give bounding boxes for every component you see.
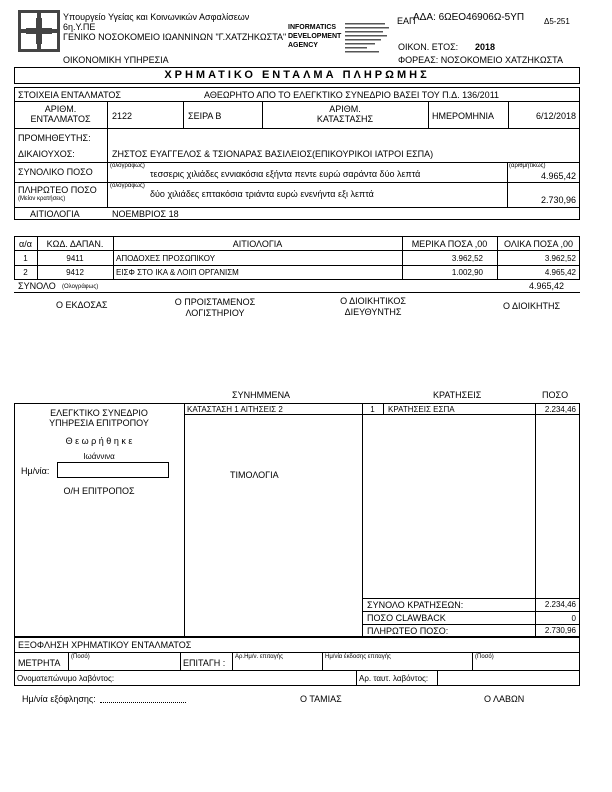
- fiscal-year: 2018: [475, 42, 496, 52]
- audit-court: ΕΛΕΓΚΤΙΚΟ ΣΥΝΕΔΡΙΟ: [50, 408, 148, 418]
- payment-date-label: Ημ/νία εξόφλησης:: [22, 694, 96, 704]
- fiscal-year-label: ΟΙΚΟΝ. ΕΤΟΣ:: [398, 42, 459, 52]
- total-words-caption: (ολογράφως): [110, 163, 145, 169]
- row-number: 2: [23, 268, 28, 277]
- status-no-label-2: ΚΑΤΑΣΤΑΣΗΣ: [316, 114, 374, 124]
- audit-note: ΑΘΕΩΡΗΤΟ ΑΠΟ ΤΟ ΕΛΕΓΚΤΙΚΟ ΣΥΝΕΔΡΙΟ ΒΑΣΕΙ ΤΟΥ Π.Δ. 136/2011: [204, 90, 500, 100]
- cheque-date-field[interactable]: Ημ/νία έκδοσης επιταγής: [325, 654, 391, 660]
- deduction-label: ΚΡΑΤΗΣΕΙΣ ΕΣΠΑ: [388, 405, 455, 414]
- receiver-signature: Ο ΛΑΒΩΝ: [484, 694, 525, 704]
- cash-label: ΜΕΤΡΗΤΑ: [18, 658, 61, 668]
- col-header-code: ΚΩΔ. ΔΑΠΑΝ.: [46, 239, 104, 249]
- accounting-head-signature-2: ΛΟΓΙΣΤΗΡΙΟΥ: [185, 308, 245, 318]
- total-amount-label: ΣΥΝΟΛΙΚΟ ΠΟΣΟ: [18, 167, 93, 177]
- commissioner-signature: Ο/Η ΕΠΙΤΡΟΠΟΣ: [63, 486, 135, 496]
- col-header-partial: ΜΕΡΙΚΑ ΠΟΣΑ ,00: [411, 239, 488, 249]
- issuer-signature: Ο ΕΚΔΟΣΑΣ: [56, 300, 108, 310]
- amount-header: ΠΟΣΟ: [542, 390, 569, 400]
- status-no-label: ΑΡΙΘΜ.: [329, 104, 361, 114]
- sum-value: 4.965,42: [528, 281, 564, 291]
- attachment-item: ΚΑΤΑΣΤΑΣΗ 1 ΑΙΤΗΣΕΙΣ 2: [187, 405, 283, 414]
- date-label: ΗΜΕΡΟΜΗΝΙΑ: [432, 111, 495, 121]
- receiver-name-label: Ονοματεπώνυμο λαβόντος:: [17, 674, 115, 683]
- row-description: ΑΠΟΔΟΧΕΣ ΠΡΟΣΩΠΙΚΟΥ: [116, 254, 216, 263]
- sum-label: ΣΥΝΟΛΟ: [18, 281, 56, 291]
- row-total: 3.962,52: [544, 254, 576, 263]
- checked-stamp: Θ ε ω ρ ή θ η κ ε: [65, 436, 133, 446]
- reason-label: ΑΙΤΙΟΛΟΓΙΑ: [30, 209, 80, 219]
- commissioner-service: ΥΠΗΡΕΣΙΑ ΕΠΙΤΡΟΠΟΥ: [49, 418, 149, 428]
- col-header-reason: ΑΙΤΙΟΛΟΓΙΑ: [232, 239, 283, 249]
- row-partial: 1.002,90: [451, 268, 483, 277]
- payable-amount-words: δύο χιλιάδες επτακόσια τριάντα ευρώ ενενήντα εξι λεπτά: [150, 189, 374, 199]
- reason-value: ΝΟΕΜΒΡΙΟΣ 18: [112, 209, 179, 219]
- governor-signature: Ο ΔΙΟΙΚΗΤΗΣ: [503, 301, 561, 311]
- warrant-no-label: ΑΡΙΘΜ.: [44, 104, 77, 114]
- total-amount-words: τεσσερις χιλιάδες εννιακόσια εξήντα πεντε ευρώ σαράντα δύο λεπτά: [150, 169, 421, 179]
- ada-number: ΑΔΑ: 6ΩΕΟ46906Ω-5ΥΠ: [413, 12, 525, 23]
- deduction-number: 1: [370, 405, 375, 414]
- total-amount-number: 4.965,42: [540, 171, 576, 181]
- col-header-no: α/α: [19, 239, 32, 249]
- settlement-header: ΕΞΟΦΛΗΣΗ ΧΡΗΜΑΤΙΚΟΥ ΕΝΤΑΛΜΑΤΟΣ: [18, 640, 192, 650]
- attachments-header: ΣΥΝΗΜΜΕΝΑ: [232, 390, 291, 400]
- date-field[interactable]: [57, 462, 169, 478]
- row-code: 9411: [66, 254, 84, 263]
- payable-sub-label: (Μείον κρατήσεις): [18, 196, 66, 202]
- admin-director-signature: Ο ΔΙΟΙΚΗΤΙΚΟΣ: [340, 296, 406, 306]
- form-code: Δ5-251: [544, 17, 570, 26]
- agency-logo-text: INFORMATICS DEVELOPMENT AGENCY: [288, 24, 342, 49]
- final-payable-label: ΠΛΗΡΩΤΕΟ ΠΟΣΟ:: [367, 626, 449, 636]
- accounting-head-signature: Ο ΠΡΟΙΣΤΑΜΕΝΟΣ: [174, 297, 256, 307]
- ministry-name: Υπουργείο Υγείας και Κοινωνικών Ασφαλίσεων: [63, 12, 250, 22]
- total-numbers-caption: (αριθμητικώς): [509, 163, 546, 169]
- total-deductions: 2.234,46: [544, 600, 576, 609]
- hospital-name: ΓΕΝΙΚΟ ΝΟΣΟΚΟΜΕΙΟ ΙΩΑΝΝΙΝΩΝ "Γ.ΧΑΤΖΗΚΩΣΤΑ": [63, 32, 287, 42]
- series-label: ΣΕΙΡΑ Β: [188, 111, 222, 121]
- body-label: ΦΟΡΕΑΣ: ΝΟΣΟΚΟΜΕΙΟ ΧΑΤΖΗΚΩΣΤΑ: [398, 55, 564, 65]
- agency-fine-print: [345, 22, 390, 56]
- final-payable-amount: 2.730,96: [544, 626, 576, 635]
- clawback-label: ΠΟΣΟ CLAWBACK: [367, 613, 446, 623]
- cheque-amount-field[interactable]: (Ποσό): [475, 654, 494, 660]
- sum-sub-label: (Ολογράφως): [62, 284, 99, 290]
- date-field-label: Ημ/νία:: [21, 466, 50, 476]
- payable-amount-number: 2.730,96: [540, 195, 576, 205]
- cash-amount-field[interactable]: (Ποσό): [71, 654, 90, 660]
- row-total: 4.965,42: [544, 268, 576, 277]
- region-name: 6η.Υ.ΠΕ: [63, 22, 96, 32]
- warrant-number: 2122: [112, 111, 133, 121]
- deductions-header: ΚΡΑΤΗΣΕΙΣ: [433, 390, 482, 400]
- receiver-id-label: Αρ. ταυτ. λαβόντος:: [359, 674, 429, 683]
- details-section-label: ΣΤΟΙΧΕΙΑ ΕΝΤΑΛΜΑΤΟΣ: [18, 90, 121, 100]
- warrant-no-label-2: ΕΝΤΑΛΜΑΤΟΣ: [30, 114, 91, 124]
- row-number: 1: [23, 254, 28, 263]
- col-header-total: ΟΛΙΚΑ ΠΟΣΑ ,00: [504, 239, 573, 249]
- payable-words-caption: (ολογράφως): [110, 183, 145, 189]
- cheque-number-field[interactable]: Αρ.Ημ/ν. επιταγής: [235, 654, 284, 660]
- hospital-logo: [18, 10, 60, 52]
- payable-amount-label: ΠΛΗΡΩΤΕΟ ΠΟΣΟ: [18, 185, 97, 195]
- document-title: ΧΡΗΜΑΤΙΚΟ ΕΝΤΑΛΜΑ ΠΛΗΡΩΜΗΣ: [164, 69, 430, 81]
- row-code: 9412: [66, 268, 84, 277]
- row-description: ΕΙΣΦ ΣΤΟ ΙΚΑ & ΛΟΙΠ ΟΡΓΑΝΙΣΜ: [116, 268, 239, 277]
- row-partial: 3.962,52: [451, 254, 483, 263]
- invoices-label: ΤΙΜΟΛΟΓΙΑ: [230, 470, 279, 480]
- warrant-date: 6/12/2018: [535, 111, 576, 121]
- beneficiary-label: ΔΙΚΑΙΟΥΧΟΣ:: [18, 149, 75, 159]
- admin-director-signature-2: ΔΙΕΥΘΥΝΤΗΣ: [344, 307, 402, 317]
- cheque-label: ΕΠΙΤΑΓΗ :: [183, 658, 226, 668]
- supplier-name: ΖΗΣΤΟΣ ΕΥΑΓΓΕΛΟΣ & ΤΣΙΟΝΑΡΑΣ ΒΑΣΙΛΕΙΟΣ(ΕΠΙΚΟΥΡΙΚΟΙ ΙΑΤΡΟΙ ΕΣΠΑ): [112, 149, 434, 159]
- clawback-amount: 0: [571, 614, 576, 623]
- total-deductions-label: ΣΥΝΟΛΟ ΚΡΑΤΗΣΕΩΝ:: [367, 600, 464, 610]
- city-name: Ιωάννινα: [83, 452, 115, 461]
- supplier-label: ΠΡΟΜΗΘΕΥΤΗΣ:: [18, 133, 91, 143]
- deduction-amount: 2.234,46: [544, 405, 576, 414]
- service-name: ΟΙΚΟΝΟΜΙΚΗ ΥΠΗΡΕΣΙΑ: [63, 55, 169, 65]
- eap-label: ΕΑΠ: [397, 16, 416, 26]
- cashier-signature: Ο ΤΑΜΙΑΣ: [300, 694, 342, 704]
